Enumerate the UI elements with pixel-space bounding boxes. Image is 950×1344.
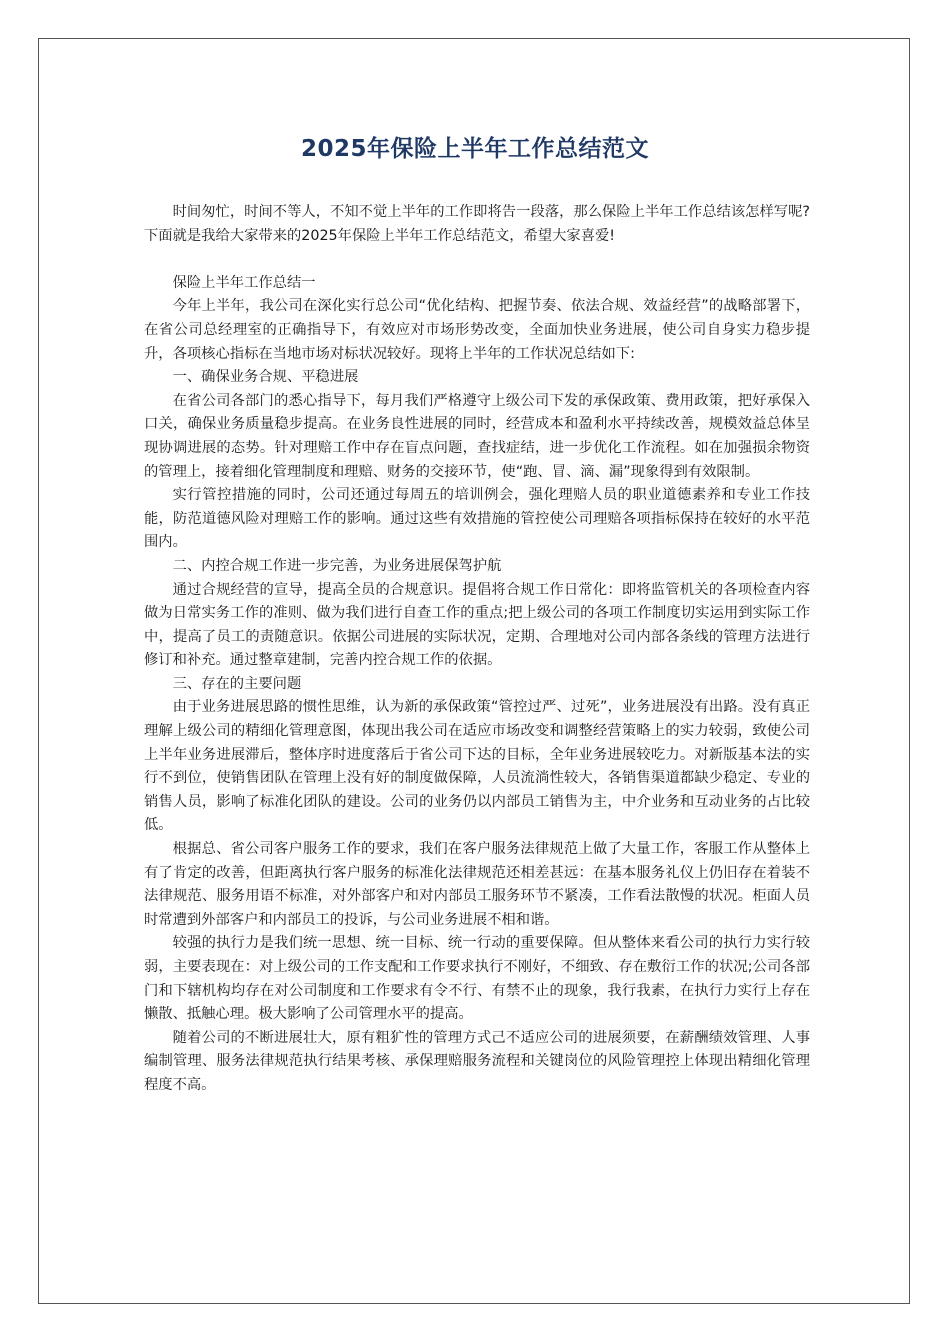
body-paragraph: 通过合规经营的宣导，提高全员的合规意识。提倡将合规工作日常化：即将监管机关的各项检查内容做为日常实务工作的准则、做为我们进行自查工作的重点;把上级公司的各项工作制度切实运用到实际工作中，提高了员工的责随意识。依据公司进展的实际状况，定期、合理地对公司内部各条线的管理方法进行修订和补充。通过整章建制，完善内控合规工作的依据。 [144,581,810,669]
section-heading-problems: 三、存在的主要问题 [172,675,302,692]
section-heading-compliance: 一、确保业务合规、平稳进展 [172,369,359,386]
body-paragraph: 由于业务进展思路的惯性思维，认为新的承保政策“管控过严、过死”，业务进展没有出路。没有真正理解上级公司的精细化管理意图，体现出我公司在适应市场改变和调整经营策略上的实力较弱，致使公司上半年业务进展滞后，整体序时进度落后于省公司下达的目标，全年业务进展较吃力。对新版基本法的实行不到位，使销售团队在管理上没有好的制度做保障，人员流淌性较大，各销售渠道都缺少稳定、专业的销售人员，影响了标准化团队的建设。公司的业务仍以内部员工销售为主，中介业务和互动业务的占比较低。 [144,699,810,834]
body-paragraph: 较强的执行力是我们统一思想、统一目标、统一行动的重要保障。但从整体来看公司的执行力实行较弱，主要表现在：对上级公司的工作支配和工作要求执行不刚好，不细致、存在敷衍工作的状况;公司各部门和下辖机构均存在对公司制度和工作要求有令不行、有禁不止的现象，我行我素，在执行力实行上存在懒散、抵触心理。极大影响了公司管理水平的提高。 [144,935,810,1023]
body-paragraph: 根据总、省公司客户服务工作的要求，我们在客户服务法律规范上做了大量工作，客服工作从整体上有了肯定的改善，但距离执行客户服务的标准化法律规范还相差甚远：在基本服务礼仪上仍旧存在着装不法律规范、服务用语不标准，对外部客户和对内部员工服务环节不紧凑，工作看法散慢的状况。柜面人员时常遭到外部客户和内部员工的投诉，与公司业务进展不相和谐。 [144,841,810,928]
blank-line [144,248,810,272]
body-paragraph: 今年上半年，我公司在深化实行总公司“优化结构、把握节奏、依法合规、效益经营”的战略部署下，在省公司总经理室的正确指导下，有效应对市场形势改变，全面加快业务进展，使公司自身实力稳步提升，各项核心指标在当地市场对标状况较好。现将上半年的工作状况总结如下: [144,298,810,362]
body-paragraph: 在省公司各部门的悉心指导下，每月我们严格遵守上级公司下发的承保政策、费用政策，把好承保入口关，确保业务质量稳步提高。在业务良性进展的同时，经营成本和盈利水平持续改善，规模效益总体呈现协调进展的态势。针对理赔工作中存在盲点问题，查找症结，进一步优化工作流程。如在加强损余物资的管理上，接着细化管理制度和理赔、财务的交接环节，使“跑、冒、滴、漏”现象得到有效限制。 [144,392,810,480]
document-body [144,201,810,1098]
document-title: 2025年保险上半年工作总结范文 [300,136,649,162]
intro-paragraph: 时间匆忙，时间不等人，不知不觉上半年的工作即将告一段落，那么保险上半年工作总结该怎样写呢?下面就是我给大家带来的2025年保险上半年工作总结范文，希望大家喜爱! [144,204,810,244]
body-paragraph: 随着公司的不断进展壮大，原有粗犷性的管理方式己不适应公司的进展须要，在薪酬绩效管理、人事编制管理、服务法律规范执行结果考核、承保理赔服务流程和关键岗位的风险管理控上体现出精细化管理程度不高。 [144,1029,810,1093]
section-heading-summary-one: 保险上半年工作总结一 [172,274,316,291]
body-paragraph: 实行管控措施的同时，公司还通过每周五的培训例会，强化理赔人员的职业道德素养和专业工作技能，防范道德风险对理赔工作的影响。通过这些有效措施的管控使公司理赔各项指标保持在较好的水平范围内。 [144,487,810,551]
section-heading-internal-control: 二、内控合规工作进一步完善，为业务进展保驾护航 [172,557,502,574]
